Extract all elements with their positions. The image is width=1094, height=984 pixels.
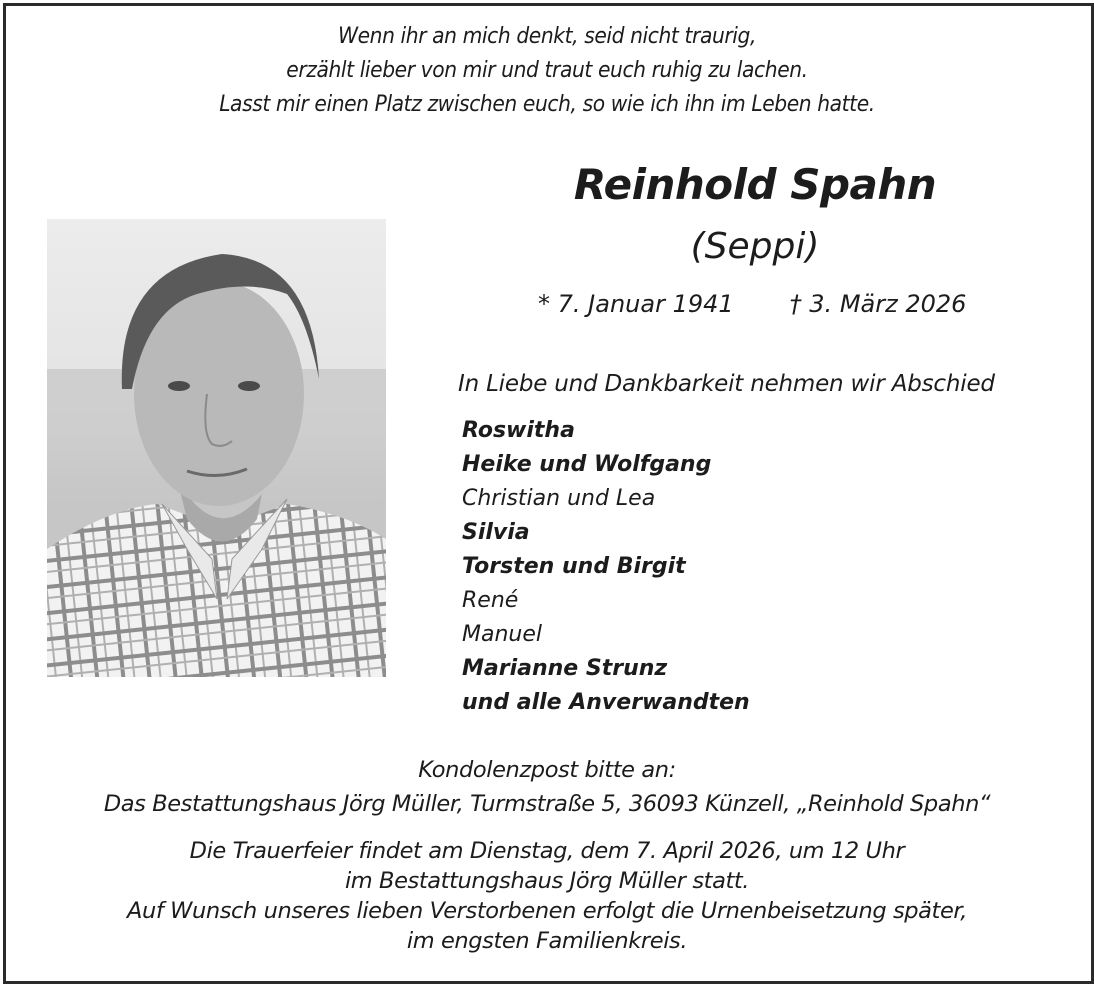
service-info <box>0 836 1094 956</box>
condolence-address: Das Bestattungshaus Jörg Müller, Turmstraße 5, 36093 Künzell, „Reinhold Spahn“ <box>103 791 991 817</box>
farewell-line: In Liebe und Dankbarkeit nehmen wir Abschied <box>458 371 995 397</box>
mourner: Torsten und Birgit <box>462 554 686 579</box>
right-eye <box>238 381 260 391</box>
deceased-name: Reinhold Spahn <box>573 160 937 209</box>
portrait-photo <box>47 219 386 677</box>
motto-line: Lasst mir einen Platz zwischen euch, so wie ich ihn im Leben hatte. <box>219 91 875 117</box>
life-dates <box>538 290 966 318</box>
service-line: Die Trauerfeier findet am Dienstag, dem 7. April 2026, um 12 Uhr <box>189 838 905 864</box>
condolence-section <box>0 753 1094 821</box>
mourner: Heike und Wolfgang <box>462 452 712 477</box>
mourner: Christian und Lea <box>462 486 656 511</box>
mourner: René <box>462 588 519 613</box>
mourner: und alle Anverwandten <box>462 690 750 715</box>
birth-date: * 7. Januar 1941 <box>538 290 734 318</box>
motto-verse <box>0 19 1094 121</box>
service-line: Auf Wunsch unseres lieben Verstorbenen erfolgt die Urnenbeisetzung später, <box>127 898 967 924</box>
mourners-list <box>462 414 750 720</box>
death-date: † 3. März 2026 <box>789 290 967 318</box>
motto-line: Wenn ihr an mich denkt, seid nicht traurig, <box>337 23 756 49</box>
mourner: Manuel <box>462 622 542 647</box>
service-line: im engsten Familienkreis. <box>406 928 688 954</box>
portrait-illustration <box>47 219 386 677</box>
service-line: im Bestattungshaus Jörg Müller statt. <box>344 868 750 894</box>
condolence-label: Kondolenzpost bitte an: <box>418 757 676 783</box>
mourner: Roswitha <box>462 418 575 443</box>
motto-line: erzählt lieber von mir und traut euch ruhig zu lachen. <box>286 57 808 83</box>
mourner: Marianne Strunz <box>462 656 668 681</box>
left-eye <box>168 381 190 391</box>
deceased-nickname: (Seppi) <box>690 226 820 267</box>
mourner: Silvia <box>462 520 530 545</box>
